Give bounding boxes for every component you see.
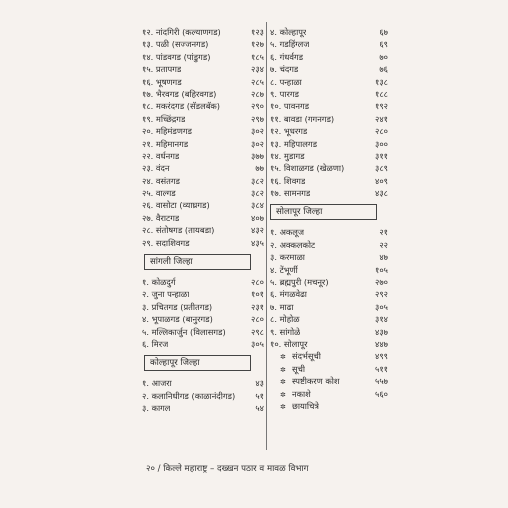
entry-page-number: ४०७ (251, 212, 264, 223)
entry-page-number: १२३ (251, 27, 264, 37)
entry-label: ५. गडहिंग्लज (270, 39, 310, 50)
entry-page-number: २८० (251, 277, 264, 288)
entry-page-number: २९८ (251, 326, 264, 337)
entry-label: ८. मोहोळ (270, 314, 300, 325)
entry-label: १. अकलूज (270, 227, 305, 238)
entry-page-number: ७० (379, 51, 388, 62)
kolhapur-list (142, 377, 264, 414)
entry-name (270, 51, 303, 63)
entry-name (142, 125, 192, 137)
entry-page-number: २९० (251, 101, 264, 112)
entry-page-number: ४३५ (251, 237, 264, 248)
entry-label: १६. शिवगड (270, 175, 306, 186)
entry-page-number: २८० (375, 126, 388, 137)
asterisk-icon: ✲ (280, 378, 286, 387)
index-entry (270, 125, 388, 137)
entry-page-number: ३०२ (251, 138, 264, 149)
index-entry (142, 326, 264, 338)
entry-page-number: ६७ (379, 27, 388, 37)
entry-label: ३. कागल (142, 403, 171, 414)
index-entry (142, 51, 264, 63)
entry-page-number: ७६ (379, 64, 388, 75)
sangli-district-heading: सांगली जिल्हा (144, 254, 251, 270)
entry-page-number: ५११ (375, 363, 388, 374)
entry-page-number: ५४ (255, 403, 264, 414)
entry-name (142, 38, 208, 50)
entry-name (270, 125, 307, 137)
entry-label: १४. पांडवगड (पांडुगड) (142, 51, 211, 62)
entry-name (142, 138, 188, 150)
entry-page-number: ४३८ (375, 188, 388, 199)
index-entry (142, 301, 264, 313)
entry-label: ६. मंगळवेढा (270, 289, 307, 300)
entry-page-number: ४३ (255, 378, 264, 389)
index-entry (270, 88, 388, 100)
entry-name (142, 175, 180, 187)
entry-label: २२. वर्धनगड (142, 150, 180, 161)
entry-name (270, 400, 319, 413)
index-entry (142, 276, 264, 288)
entry-label: २६. वासोटा (व्याघ्रगड) (142, 200, 210, 211)
entry-name (142, 113, 185, 125)
index-entry (142, 100, 264, 112)
index-entry (142, 212, 264, 224)
entry-label: ५. ब्रह्मपुरी (मचनूर) (270, 277, 329, 288)
kolhapur-list-continued (270, 26, 388, 199)
entry-label: १९. मच्छिंद्रगड (142, 113, 186, 124)
index-entry (142, 138, 264, 150)
page-footer: २० / किल्ले महाराष्ट्र – दख्खन पठार व मावळ विभाग (146, 464, 309, 474)
entry-name (270, 100, 309, 112)
entry-name (270, 162, 344, 174)
entry-page-number: १०१ (251, 289, 264, 300)
entry-name (142, 237, 190, 249)
entry-name (270, 113, 334, 125)
index-entry (270, 326, 388, 338)
entry-name (270, 313, 300, 325)
entry-label: ९. पारगड (270, 88, 299, 99)
entry-name (142, 162, 170, 174)
index-entry (142, 377, 264, 389)
entry-label: १३. महिपालगड (270, 138, 318, 149)
entry-label: २. जुना पन्हाळा (142, 289, 190, 300)
entry-name (270, 350, 321, 363)
entry-label: छायाचित्रे (292, 400, 319, 411)
entry-name (270, 150, 305, 162)
entry-page-number: ३८९ (375, 163, 388, 174)
satara-list-continued (142, 26, 264, 249)
entry-page-number: २३४ (251, 64, 264, 75)
entry-page-number: ४७ (379, 252, 388, 263)
entry-name (270, 175, 305, 187)
entry-name (270, 251, 305, 263)
entry-name (270, 138, 317, 150)
index-entry (142, 63, 264, 75)
entry-label: संदर्भसूची (292, 351, 321, 362)
entry-page-number: ३११ (375, 150, 388, 161)
entry-label: २०. महिमंडणगड (142, 126, 192, 137)
entry-label: २९. सदाशिवगड (142, 237, 190, 248)
entry-label: ७. माढा (270, 301, 294, 312)
index-entry (270, 239, 388, 251)
entry-name (270, 363, 305, 376)
entry-name (142, 187, 176, 199)
entry-name (270, 63, 298, 75)
entry-label: २७. वैराटगड (142, 212, 180, 223)
asterisk-icon: ✲ (280, 365, 286, 374)
index-entry (270, 100, 388, 112)
index-entry (142, 187, 264, 199)
solapur-list (270, 226, 388, 350)
entry-name (142, 338, 168, 350)
entry-name (142, 326, 226, 338)
entry-name (270, 338, 308, 350)
index-entry (270, 38, 388, 50)
entry-label: १३. पळी (सज्जनगड) (142, 39, 209, 50)
index-entry (142, 175, 264, 187)
entry-name (270, 76, 302, 88)
index-entry (270, 388, 388, 400)
column-divider (266, 22, 267, 450)
entry-page-number: १८५ (251, 51, 264, 62)
index-entry (270, 363, 388, 375)
entry-page-number: १२७ (251, 39, 264, 50)
index-entry (270, 400, 388, 412)
entry-page-number: ४३७ (375, 326, 388, 337)
entry-page-number: ३०५ (375, 301, 388, 312)
entry-page-number: २४१ (375, 113, 388, 124)
entry-page-number: ३७७ (251, 150, 264, 161)
index-entry (270, 313, 388, 325)
entry-page-number: २८० (251, 314, 264, 325)
entry-name (270, 264, 298, 276)
entry-label: स्पष्टीकरण कोश (292, 376, 340, 387)
entry-label: १५. प्रतापगड (142, 64, 182, 75)
entry-label: १४. मुडागड (270, 150, 305, 161)
entry-page-number: २९२ (375, 289, 388, 300)
entry-label: २. अक्कलकोट (270, 239, 316, 250)
entry-name (270, 388, 311, 401)
entry-label: ८. पन्हाळा (270, 76, 302, 87)
index-entry (270, 264, 388, 276)
entry-name (270, 187, 310, 199)
entry-page-number: २१ (379, 227, 388, 238)
index-entry (142, 26, 264, 38)
entry-label: ६. गंधर्वगड (270, 51, 304, 62)
entry-label: ३. करमाळा (270, 252, 305, 263)
entry-page-number: २८७ (251, 88, 264, 99)
index-entry (142, 338, 264, 350)
entry-name (142, 224, 214, 236)
index-entry (142, 150, 264, 162)
index-entry (142, 38, 264, 50)
entry-label: ७. चंदगड (270, 64, 299, 75)
index-entry (270, 375, 388, 387)
entry-name (142, 199, 210, 211)
entry-page-number: २७० (375, 277, 388, 288)
entry-name (142, 390, 235, 402)
entry-label: ४. टेंभूर्णी (270, 264, 298, 275)
entry-page-number: २९७ (251, 113, 264, 124)
entry-name (270, 326, 300, 338)
entry-label: ६. मिरज (142, 338, 169, 349)
index-entry (142, 224, 264, 236)
entry-page-number: १०५ (375, 264, 388, 275)
entry-label: १५. विशाळगड (खेळणा) (270, 163, 345, 174)
entry-label: १२. नांदगिरी (कल्याणगड) (142, 27, 221, 37)
entry-page-number: ४०९ (375, 175, 388, 186)
entry-page-number: १९२ (375, 101, 388, 112)
index-entry (270, 338, 388, 350)
index-entry (270, 187, 388, 199)
entry-page-number: ४४७ (375, 338, 388, 349)
entry-name (270, 239, 315, 251)
entry-label: नकाशे (292, 388, 311, 399)
entry-page-number: ५५७ (375, 376, 388, 387)
entry-name (270, 276, 329, 288)
entry-page-number: ३०५ (251, 338, 264, 349)
asterisk-icon: ✲ (280, 353, 286, 362)
entry-page-number: ३८२ (251, 188, 264, 199)
index-entry (270, 251, 388, 263)
entry-label: १०. पावनगड (270, 101, 310, 112)
entry-label: ४. कोल्हापूर (270, 27, 307, 37)
entry-page-number: ३८२ (251, 175, 264, 186)
entry-page-number: ५१ (255, 390, 264, 401)
entry-page-number: ३०० (375, 138, 388, 149)
entry-label: ४. भूपाळगड (बानुरगड) (142, 314, 213, 325)
entry-label: १७. सामनगड (270, 188, 311, 199)
entry-page-number: ३८४ (251, 200, 264, 211)
asterisk-icon: ✲ (280, 390, 286, 399)
left-column (142, 26, 264, 415)
entry-page-number: ५६० (375, 388, 388, 399)
entry-label: सूची (292, 363, 306, 374)
entry-label: १२. भूधरगड (270, 126, 308, 137)
index-entry (270, 150, 388, 162)
entry-page-number: २३१ (251, 301, 264, 312)
index-entry (270, 76, 388, 88)
entry-name (142, 377, 172, 389)
entry-page-number: ३१४ (375, 314, 388, 325)
sangli-list (142, 276, 264, 350)
index-entry (270, 175, 388, 187)
index-entry (270, 350, 388, 362)
entry-name (270, 375, 340, 388)
index-entry (270, 51, 388, 63)
entry-name (142, 51, 210, 63)
index-entry (142, 113, 264, 125)
entry-label: २८. संतोषगड (तायबडा) (142, 225, 215, 236)
index-entry (270, 301, 388, 313)
index-entry (142, 313, 264, 325)
entry-page-number: ४९९ (375, 351, 388, 362)
entry-label: २१. महिमानगड (142, 138, 189, 149)
index-entry (270, 26, 388, 38)
index-entry (270, 138, 388, 150)
index-entry (142, 390, 264, 402)
entry-page-number: १३८ (375, 76, 388, 87)
index-entry (142, 237, 264, 249)
entry-label: १०. सोलापूर (270, 338, 308, 349)
entry-label: १. आजरा (142, 378, 172, 389)
index-entry (270, 63, 388, 75)
entry-page-number: २८५ (251, 76, 264, 87)
entry-label: ३. प्रचितगड (प्रतीतगड) (142, 301, 213, 312)
entry-name (270, 301, 294, 313)
appendix-list (270, 350, 388, 412)
entry-label: २३. वंदन (142, 163, 170, 174)
solapur-district-heading: सोलापूर जिल्हा (270, 204, 377, 220)
index-entry (142, 88, 264, 100)
entry-name (270, 288, 307, 300)
entry-name (142, 301, 212, 313)
entry-page-number: ३०२ (251, 126, 264, 137)
index-entry (142, 76, 264, 88)
entry-page-number: १८८ (375, 88, 388, 99)
entry-name (142, 212, 179, 224)
entry-label: ११. बावडा (गगनगड) (270, 113, 335, 124)
entry-name (142, 63, 181, 75)
entry-label: २४. वसंतगड (142, 175, 180, 186)
index-entry (142, 162, 264, 174)
index-entry (270, 113, 388, 125)
entry-name (270, 226, 304, 238)
entry-label: १६. भूषणगड (142, 76, 182, 87)
entry-name (142, 100, 220, 112)
asterisk-icon: ✲ (280, 402, 286, 411)
entry-name (142, 288, 189, 300)
entry-name (142, 313, 213, 325)
entry-label: १७. भैरवगड (बहिरवगड) (142, 88, 217, 99)
index-entry (142, 125, 264, 137)
index-entry (270, 162, 388, 174)
entry-label: २५. वाल्गड (142, 188, 176, 199)
entry-label: २. कलानिधीगड (काळानंदीगड) (142, 390, 236, 401)
entry-name (142, 150, 179, 162)
index-entry (142, 288, 264, 300)
entry-page-number: ७७ (255, 163, 264, 174)
entry-label: १८. मकरंदगड (सॅडलबॅक) (142, 101, 221, 112)
kolhapur-district-heading: कोल्हापूर जिल्हा (144, 355, 251, 371)
entry-page-number: २२ (379, 239, 388, 250)
entry-name (142, 26, 221, 38)
entry-name (270, 38, 309, 50)
index-entry (270, 276, 388, 288)
index-entry (270, 288, 388, 300)
entry-name (142, 402, 170, 414)
right-column (270, 26, 388, 412)
index-entry (270, 226, 388, 238)
entry-page-number: ६९ (379, 39, 388, 50)
entry-name (142, 88, 216, 100)
index-entry (142, 402, 264, 414)
entry-label: १. कोळदुर्ग (142, 277, 176, 288)
entry-label: ९. सांगोळे (270, 326, 301, 337)
entry-name (270, 88, 299, 100)
entry-name (142, 76, 182, 88)
index-entry (142, 199, 264, 211)
entry-page-number: ४३२ (251, 225, 264, 236)
entry-name (270, 26, 306, 38)
entry-label: ५. मल्लिकार्जुन (विलासगड) (142, 326, 226, 337)
entry-name (142, 276, 176, 288)
